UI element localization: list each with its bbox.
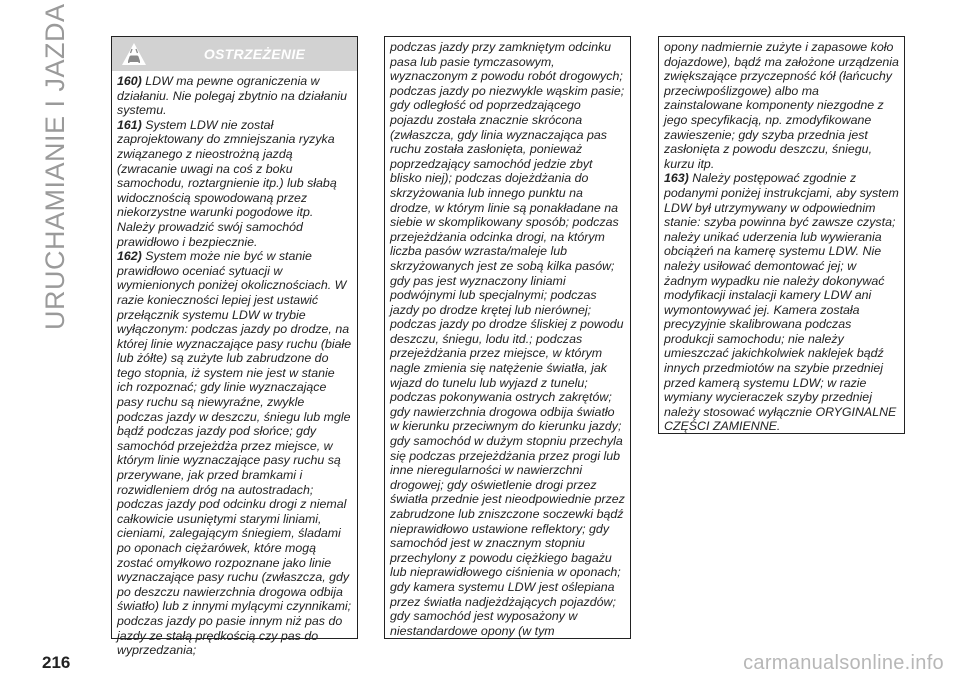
warning-title: OSTRZEŻENIE — [203, 46, 306, 62]
item-number: 160) — [117, 74, 142, 88]
continued-text: opony nadmiernie zużyte i zapasowe koło dojazdowe), bądź ma założone urządzenia zwiększające przyczepność kół (łańcuchy przeciwpoślizgowe) albo ma zainstalowane komponenty niezgodne z jego specyfikacją, np. zmodyfikowane zawieszenie; gdy szyba przednia jest zasłonięta z powodu deszczu, śniegu, kurzu itp. — [664, 40, 899, 171]
col2-text — [385, 37, 630, 638]
warning-item-161 — [117, 118, 353, 249]
item-number: 162) — [117, 249, 142, 264]
col1-text — [112, 71, 357, 658]
warning-box-col2 — [384, 36, 631, 639]
warning-box-col3 — [658, 36, 905, 434]
item-text: System może nie być w stanie prawidłowo oceniać sytuacji w wymienionych poniżej okolicznościach. W razie konieczności lepiej jest ustawić przełącznik systemu LDW w trybie wyłączonym: podczas jazdy po drodze, na której linie wyznaczające pasy ruchu (białe lub żółte) są zużyte lub zabrudzone do tego stopnia, iż system nie jest w stanie ich rozpoznać; gdy linie wyznaczające pasy ruchu są niewyraźne, zwykle podczas jazdy w deszczu, śniegu lub mgle bądź podczas jazdy pod słońce; gdy samochód przejeżdża przez miejsce, w którym linie wyznaczające pasy ruchu są przerywane, jak przed bramkami i rozwidleniem dróg na autostradach; podczas jazdy pod odcinku drogi z niemal całkowicie usuniętymi starymi liniami, cieniami, zalegającym śniegiem, śladami po oponach ciężarówek, które mogą zostać omyłkowo rozpoznane jako linie wyznaczające pasy ruchu (zwłaszcza, gdy po deszczu nawierzchnia drogowa odbija światło) lub z innymi mylącymi czynnikami; podczas jazdy po pasie innym niż pas do jazdy ze stałą prędkością czy pas do wyprzedzania; — [117, 249, 352, 658]
warning-item-160 — [117, 74, 353, 118]
item-number: 163) — [664, 171, 689, 186]
watermark: carmanualsonline.info — [743, 652, 944, 674]
warning-box-col1 — [111, 36, 358, 658]
chapter-title-text: URUCHAMIANIE I JAZDA — [40, 3, 70, 330]
warning-header — [112, 37, 357, 71]
item-text: LDW ma pewne ograniczenia w działaniu. Nie polegaj zbytnio na działaniu systemu. — [117, 74, 348, 118]
page-number: 216 — [42, 653, 71, 672]
item-text: System LDW nie został zaprojektowany do zmniejszania ryzyka związanego z nieostrożną jazdą (zwracanie uwagi na coś z boku samochodu, roztargnienie itp.) lub słabą widocznością spowodowaną przez niekorzystne warunki pogodowe itp. Należy prowadzić swój samochód prawidłowo i bezpiecznie. — [117, 117, 337, 249]
warning-item-163 — [664, 171, 900, 434]
col3-text — [659, 37, 904, 434]
continued-text: podczas jazdy przy zamkniętym odcinku pasa lub pasie tymczasowym, wyznaczonym z powodu robót drogowych; podczas jazdy po niezwykle wąskim pasie; gdy odległość od poprzedzającego pojazdu została znacznie skrócona (zwłaszcza, gdy linia wyznaczająca pas ruchu została zasłonięta, ponieważ poprzedzający samochód jedzie zbyt blisko niej); podczas dojeżdżania do skrzyżowania lub innego punktu na drodze, w którym linie są ponakładane na siebie w skomplikowany sposób; podczas przejeżdżania odcinka drogi, na którym liczba pasów wzrasta/maleje lub skrzyżowanych jest ze sobą kilka pasów; gdy pas jest wyznaczony liniami podwójnymi lub specjalnymi; podczas jazdy po drodze krętej lub nierównej; podczas jazdy po drodze śliskiej z powodu deszczu, śniegu, lodu itd.; podczas przejeżdżania przez miejsce, w którym nagle zmienia się natężenie światła, jak wjazd do tunelu lub wyjazd z tunelu; podczas pokonywania ostrych zakrętów; gdy nawierzchnia drogowa odbija światło w kierunku przeciwnym do kierunku jazdy; gdy samochód w dużym stopniu przechyla się podczas przejeżdżania przez progi lub inne nieregularności w nawierzchni drogowej; gdy oświetlenie drogi przez światła przednie jest nieodpowiednie przez zabrudzone lub zniszczone soczewki bądź nieprawidłowo ustawione reflektory; gdy samochód jest w znacznym stopniu przechylony z powodu ciężkiego bagażu lub nieprawidłowego ciśnienia w oponach; gdy kamera systemu LDW jest oślepiana przez światła nadjeżdżających pojazdów; gdy samochód jest wyposażony w niestandardowe opony (w tym — [390, 40, 625, 638]
chapter-side-title — [40, 3, 80, 330]
item-number: 161) — [117, 117, 142, 132]
warning-item-162 — [117, 249, 353, 658]
item-text: Należy postępować zgodnie z podanymi poniżej instrukcjami, aby system LDW był utrzymywany w odpowiednim stanie: szyba powinna być zawsze czysta; należy unikać uderzenia lub wywierania obciążeń na kamerę systemu LDW. Nie należy usiłować demontować jej; w żadnym wypadku nie należy dokonywać modyfikacji instalacji kamery LDW ani wymontowywać jej. Kamera została precyzyjnie skalibrowana podczas produkcji samochodu; nie należy umieszczać jakichkolwiek naklejek bądź innych przedmiotów na szybie przedniej przed kamerą systemu LDW; w razie wymiany wycieraczek szyby przedniej należy stosować wyłącznie ORYGINALNE CZĘŚCI ZAMIENNE. — [664, 171, 899, 434]
